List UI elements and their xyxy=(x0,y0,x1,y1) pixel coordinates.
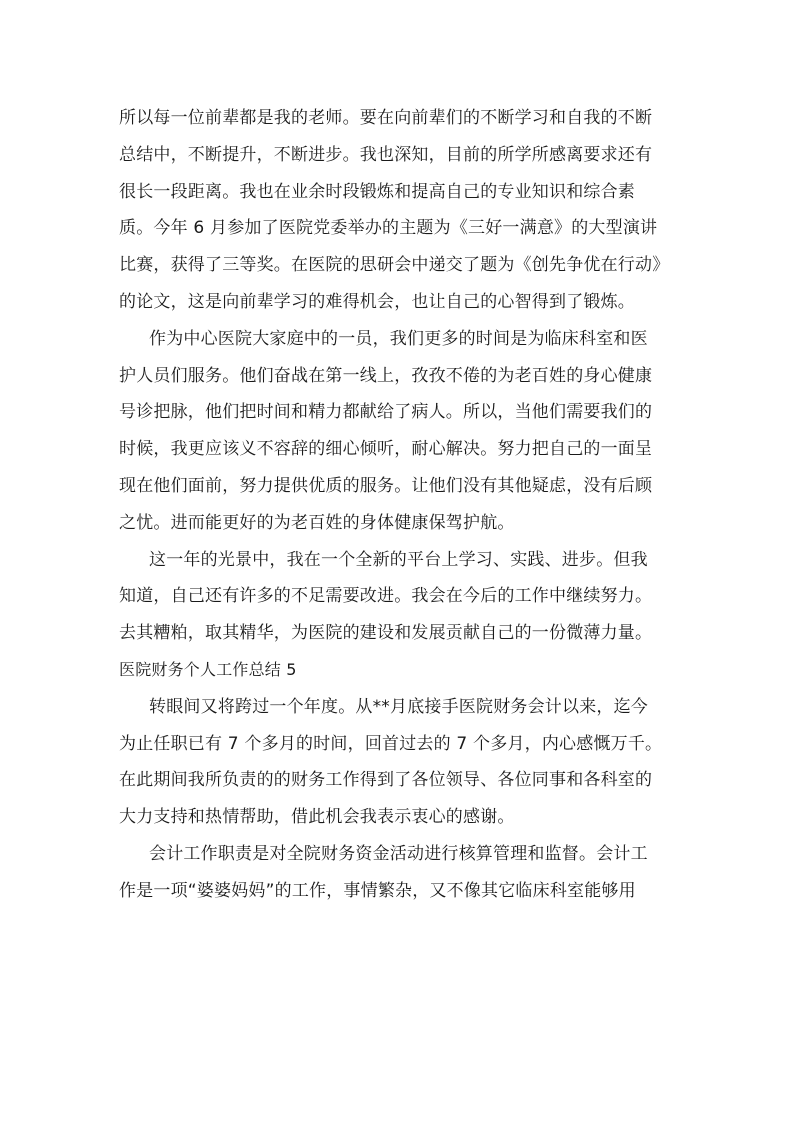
text-line: 在此期间我所负责的的财务工作得到了各位领导、各位同事和各科室的 xyxy=(119,770,653,791)
text-line: 去其糟粕，取其精华，为医院的建设和发展贡献自己的一份微薄力量。 xyxy=(119,623,653,644)
text-line: 所以每一位前辈都是我的老师。要在向前辈们的不断学习和自我的不断 xyxy=(119,108,653,128)
paragraph-first-line: 会计工作职责是对全院财务资金活动进行核算管理和监督。会计工 xyxy=(149,843,648,864)
document-body xyxy=(119,100,679,910)
text-line: 质。今年 6 月参加了医院党委举办的主题为《三好一满意》的大型演讲 xyxy=(119,218,658,239)
paragraph-first-line: 这一年的光景中，我在一个全新的平台上学习、实践、进步。但我 xyxy=(149,549,648,570)
text-line: 现在他们面前，努力提供优质的服务。让他们没有其他疑虑，没有后顾 xyxy=(119,475,653,496)
text-line: 大力支持和热情帮助，借此机会我表示衷心的感谢。 xyxy=(119,807,515,828)
paragraph-first-line: 作为中心医院大家庭中的一员，我们更多的时间是为临床科室和医 xyxy=(149,328,648,349)
text-line: 的论文，这是向前辈学习的难得机会，也让自己的心智得到了锻炼。 xyxy=(119,291,635,312)
text-line: 护人员们服务。他们奋战在第一线上，孜孜不倦的为老百姓的身心健康 xyxy=(119,365,653,386)
text-line: 很长一段距离。我也在业余时段锻炼和提高自己的专业知识和综合素 xyxy=(119,181,635,202)
text-line: 比赛，获得了三等奖。在医院的思研会中递交了题为《创先争优在行动》 xyxy=(119,255,670,276)
section-heading: 医院财务个人工作总结 5 xyxy=(119,659,297,679)
text-line: 时候，我更应该义不容辞的细心倾听，耐心解决。努力把自己的一面呈 xyxy=(119,439,653,460)
text-line: 总结中，不断提升，不断进步。我也深知，目前的所学所感离要求还有 xyxy=(119,144,653,165)
text-line: 作是一项“婆婆妈妈”的工作，事情繁杂，又不像其它临床科室能够用 xyxy=(119,880,636,901)
text-line: 号诊把脉，他们把时间和精力都献给了病人。所以，当他们需要我们的 xyxy=(119,402,653,423)
text-line: 知道，自己还有许多的不足需要改进。我会在今后的工作中继续努力。 xyxy=(119,586,653,607)
text-line: 为止任职已有 7 个多月的时间，回首过去的 7 个多月，内心感慨万千。 xyxy=(119,733,663,754)
text-line: 之忧。进而能更好的为老百姓的身体健康保驾护航。 xyxy=(119,512,515,533)
paragraph-first-line: 转眼间又将跨过一个年度。从**月底接手医院财务会计以来，迄今 xyxy=(149,696,648,717)
